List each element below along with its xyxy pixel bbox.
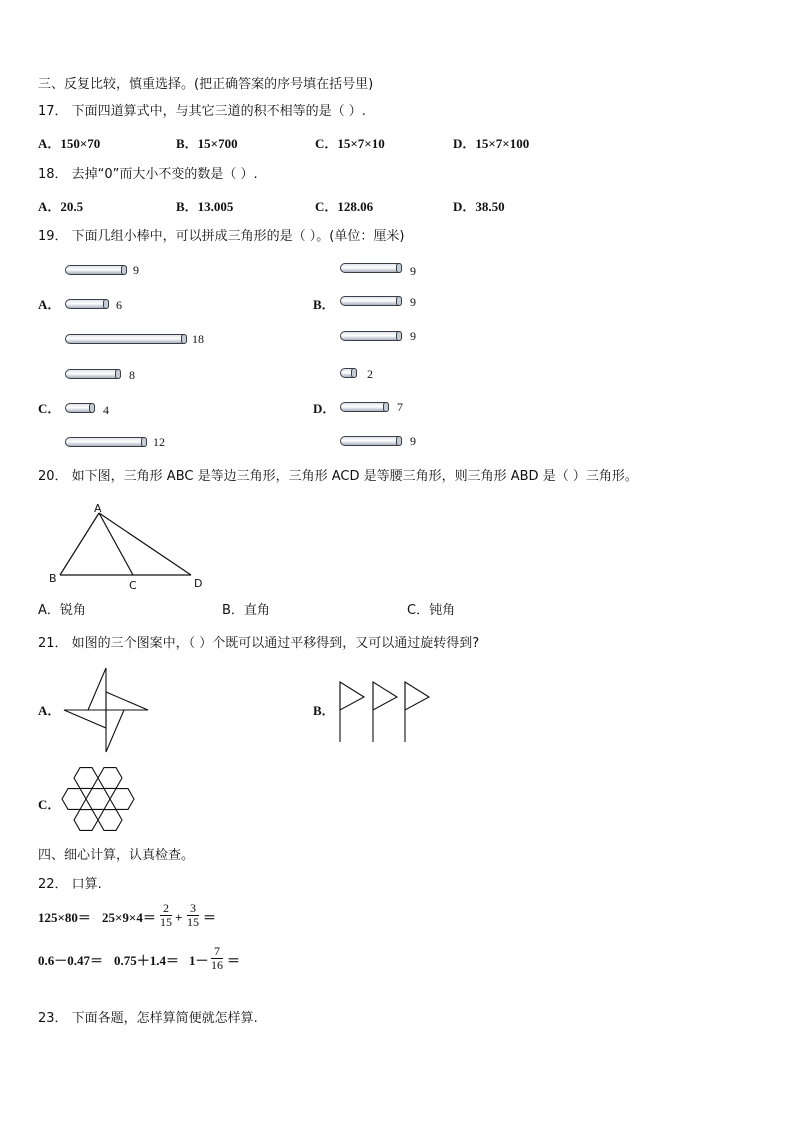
q21-label-c: C． xyxy=(38,797,61,812)
point-b-label: B xyxy=(49,572,57,585)
q20-option-b: B．直角 xyxy=(222,603,270,618)
denominator: 15 xyxy=(187,915,199,929)
q18-option-a: A．20.5 xyxy=(38,199,84,214)
equals-sign: ＝ xyxy=(203,910,217,925)
q19-label-a: A． xyxy=(38,297,61,312)
section-3-title: 三、反复比较，慎重选择。(把正确答案的序号填在括号里) xyxy=(38,77,374,92)
q17-option-d: D．15×7×100 xyxy=(453,136,530,151)
hexagon-cell xyxy=(74,768,98,789)
q22-expr-5: 0.75＋1.4＝ xyxy=(114,953,180,968)
numerator: 2 xyxy=(160,902,172,916)
q22-expr-4: 0.6－0.47＝ xyxy=(38,953,104,968)
stick-c-2-length: 4 xyxy=(103,403,109,417)
q18-option-d: D．38.50 xyxy=(453,199,505,214)
denominator: 16 xyxy=(211,958,223,972)
stick-b-2-length: 9 xyxy=(410,295,416,309)
plus-sign: + xyxy=(175,910,183,925)
q17-option-b: B．15×700 xyxy=(176,136,238,151)
q19-stem: 19． 下面几组小棒中，可以拼成三角形的是（ ）。(单位：厘米) xyxy=(38,229,405,244)
stick-d-2-length: 7 xyxy=(397,400,403,414)
stick-a-2-length: 6 xyxy=(116,298,122,312)
q17-option-c: C．15×7×10 xyxy=(315,136,385,151)
q18-stem: 18． 去掉“0”而大小不变的数是（ ）. xyxy=(38,167,258,182)
q21-stem: 21． 如图的三个图案中，（ ）个既可以通过平移得到，又可以通过旋转得到? xyxy=(38,636,480,651)
stick-c-1-length: 8 xyxy=(129,368,135,382)
q22-fraction-7-16 xyxy=(211,945,223,972)
denominator: 15 xyxy=(160,915,172,929)
q19-label-b: B． xyxy=(313,297,335,312)
hexagon-cell xyxy=(98,810,122,831)
q20-stem: 20． 如下图，三角形 ABC 是等边三角形，三角形 ACD 是等腰三角形，则三角形 ABD 是（ ）三角形。 xyxy=(38,469,638,484)
q22-expr-6: 1－ xyxy=(189,953,209,968)
equals-sign: ＝ xyxy=(227,953,241,968)
q17-stem: 17． 下面四道算式中，与其它三道的积不相等的是（ ）. xyxy=(38,104,366,119)
stick-d-3-length: 9 xyxy=(410,434,416,448)
hexagon-cell xyxy=(74,810,98,831)
hexagon-cell xyxy=(98,768,122,789)
q18-option-c: C．128.06 xyxy=(315,199,374,214)
stick-c-3-length: 12 xyxy=(153,435,165,449)
point-c-label: C xyxy=(129,579,137,592)
q22-stem: 22． 口算. xyxy=(38,877,102,892)
point-d-label: D xyxy=(194,577,203,590)
q23-stem: 23． 下面各题，怎样算简便就怎样算. xyxy=(38,1011,258,1026)
q22-expr-2: 25×9×4＝ xyxy=(102,910,156,925)
q21-label-a: A． xyxy=(38,703,61,718)
q21-label-b: B． xyxy=(313,703,335,718)
q17-option-a: A．150×70 xyxy=(38,136,101,151)
stick-a-3-length: 18 xyxy=(192,332,204,346)
numerator: 7 xyxy=(211,945,223,959)
q22-expr-1: 125×80＝ xyxy=(38,910,91,925)
q20-option-a: A．锐角 xyxy=(38,603,86,618)
q20-option-c: C．钝角 xyxy=(407,603,456,618)
q19-label-d: D． xyxy=(313,401,336,416)
stick-b-3-length: 9 xyxy=(410,329,416,343)
q22-fraction-2-15 xyxy=(160,902,172,929)
point-a-label: A xyxy=(94,502,102,515)
stick-a-1-length: 9 xyxy=(133,263,139,277)
q18-option-b: B．13.005 xyxy=(176,199,234,214)
stick-d-1-length: 2 xyxy=(367,367,373,381)
hexagon-cell xyxy=(110,789,134,810)
section-4-title: 四、细心计算，认真检查。 xyxy=(38,848,195,863)
q22-fraction-3-15 xyxy=(187,902,199,929)
numerator: 3 xyxy=(187,902,199,916)
hexagon-cell xyxy=(86,789,110,810)
hexagon-cell xyxy=(62,789,86,810)
q19-label-c: C． xyxy=(38,401,61,416)
stick-b-1-length: 9 xyxy=(410,264,416,278)
